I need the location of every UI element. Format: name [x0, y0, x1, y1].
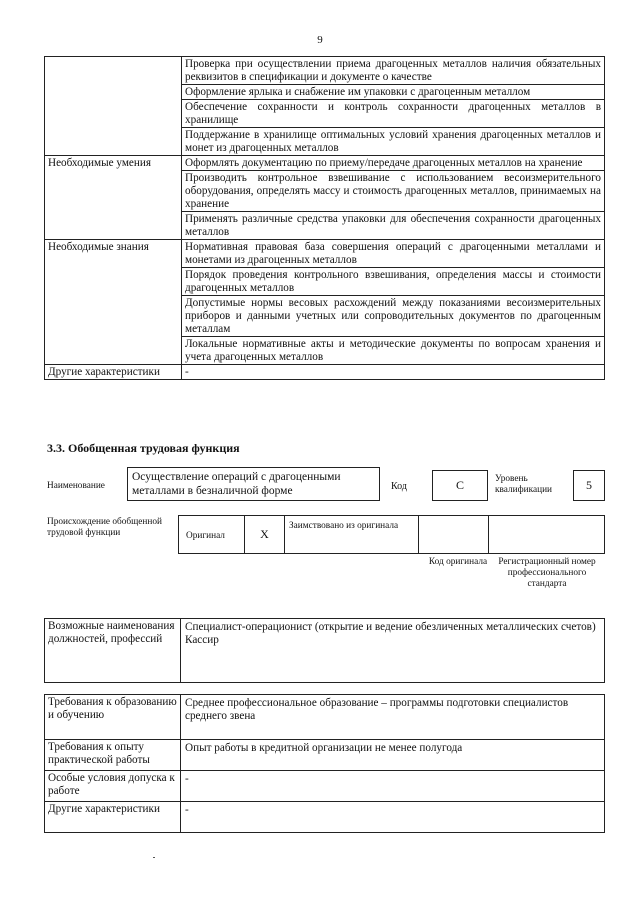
table-cell: Нормативная правовая база совершения операций с драгоценными металлами и монетами из драгоценных металлов — [182, 240, 605, 268]
conditions-value: - — [181, 771, 605, 802]
experience-value: Опыт работы в кредитной организации не менее полугода — [181, 740, 605, 771]
function-name-box: Осуществление операций с драгоценными металлами в безналичной форме — [127, 467, 380, 501]
table-cell: Проверка при осуществлении приема драгоценных металлов наличия обязательных реквизитов в спецификации и документе о качестве — [182, 57, 605, 85]
table-cell: Поддержание в хранилище оптимальных условий хранения драгоценных металлов и монет из драгоценных металлов — [182, 128, 605, 156]
table-row — [45, 57, 605, 85]
table-row — [45, 365, 605, 380]
table-cell: - — [182, 365, 605, 380]
table-cell: Производить контрольное взвешивание с использованием весоизмерительного оборудования, определять массу и стоимость драгоценных металлов, принимаемых на хранение — [182, 171, 605, 212]
code-label: Код — [391, 481, 407, 492]
requirements-table — [44, 694, 605, 833]
table-row — [45, 771, 605, 802]
row-label-knowledge: Необходимые знания — [45, 240, 182, 365]
position-item: Кассир — [185, 634, 219, 646]
education-value: Среднее профессиональное образование – программы подготовки специалистов среднего звена — [181, 695, 605, 740]
table-cell: Оформление ярлыка и снабжение им упаковки с драгоценным металлом — [182, 85, 605, 100]
other-value: - — [181, 802, 605, 833]
level-label: Уровень квалификации — [495, 474, 553, 495]
table-row — [45, 619, 605, 683]
original-mark: X — [245, 516, 285, 553]
row-label-other: Другие характеристики — [45, 365, 182, 380]
positions-table — [44, 618, 605, 683]
origin-label: Происхождение обобщенной трудовой функции — [47, 517, 162, 538]
table-row — [45, 156, 605, 171]
scan-dot — [153, 857, 155, 858]
name-label: Наименование — [47, 481, 105, 491]
competency-table — [44, 56, 605, 380]
positions-values — [181, 619, 605, 683]
table-row — [45, 240, 605, 268]
experience-label: Требования к опыту практической работы — [45, 740, 181, 771]
code-value-box: C — [432, 470, 488, 501]
level-value-box: 5 — [573, 470, 605, 501]
code-original-caption: Код оригинала — [428, 557, 488, 567]
other-label: Другие характеристики — [45, 802, 181, 833]
table-row — [45, 740, 605, 771]
original-label: Оригинал — [179, 516, 245, 553]
table-cell: Оформлять документацию по приему/передаче драгоценных металлов на хранение — [182, 156, 605, 171]
borrowed-label: Заимствовано из оригинала — [285, 516, 419, 553]
table-row — [45, 695, 605, 740]
education-label: Требования к образованию и обучению — [45, 695, 181, 740]
table-row — [45, 802, 605, 833]
positions-label: Возможные наименования должностей, профессий — [45, 619, 181, 683]
table-cell: Применять различные средства упаковки для обеспечения сохранности драгоценных металлов — [182, 212, 605, 240]
section-title: 3.3. Обобщенная трудовая функция — [47, 441, 240, 455]
code-original-cell — [419, 516, 489, 553]
table-cell: Допустимые нормы весовых расхождений между показаниями весоизмерительных приборов и данными учетных или сопроводительных документов по драгоценным металлам — [182, 296, 605, 337]
registration-caption: Регистрационный номер профессионального стандарта — [498, 557, 596, 589]
position-item: Специалист-операционист (открытие и ведение обезличенных металлических счетов) — [185, 621, 596, 633]
row-label — [45, 57, 182, 156]
table-cell: Локальные нормативные акты и методические документы по вопросам хранения и учета драгоценных металлов — [182, 337, 605, 365]
table-cell: Обеспечение сохранности и контроль сохранности драгоценных металлов в хранилище — [182, 100, 605, 128]
origin-row — [178, 515, 605, 554]
page-number: 9 — [317, 34, 323, 46]
conditions-label: Особые условия допуска к работе — [45, 771, 181, 802]
table-cell: Порядок проведения контрольного взвешивания, определения массы и стоимости драгоценных металлов — [182, 268, 605, 296]
row-label-skills: Необходимые умения — [45, 156, 182, 240]
